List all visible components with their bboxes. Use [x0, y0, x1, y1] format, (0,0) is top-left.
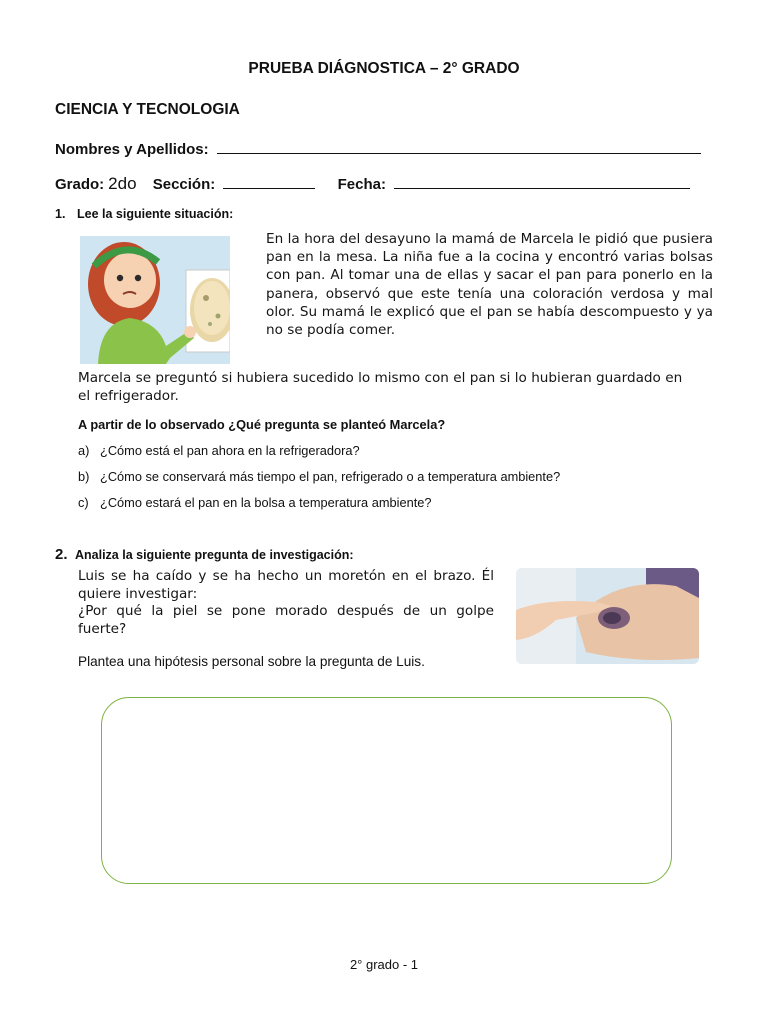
bruised-arm-photo: [516, 568, 699, 664]
date-label: Fecha:: [337, 176, 386, 193]
grade-row: [55, 174, 690, 194]
question-1-number: 1.: [55, 207, 66, 221]
situation-continuation: Marcela se preguntó si hubiera sucedido lo mismo con el pan si lo hubieran guardado en el refrigerador.: [78, 370, 683, 405]
question-1-title: Lee la siguiente situación:: [77, 207, 234, 221]
option-b-label: b): [78, 469, 90, 484]
option-b-text: ¿Cómo se conservará más tiempo el pan, refrigerado o a temperatura ambiente?: [100, 469, 561, 484]
question-2-heading: [55, 546, 354, 563]
names-label: Nombres y Apellidos:: [55, 141, 209, 158]
subject-heading: CIENCIA Y TECNOLOGIA: [55, 101, 240, 118]
option-c-text: ¿Cómo estará el pan en la bolsa a temperatura ambiente?: [100, 495, 432, 510]
page-footer: 2° grado - 1: [349, 957, 419, 972]
question-2-text: [78, 568, 494, 638]
date-blank[interactable]: [394, 187, 690, 189]
situation-text: En la hora del desayuno la mamá de Marcela le pidió que pusiera pan en la mesa. La niña fue a la cocina y encontró varias bolsas con pan. Al tomar una de ellas y sacar el pan para ponerlo en la panera, observó que este tenía una coloración verdosa y mal olor. Su mamá le explicó que el pan se había descompuesto y ya no se podía comer.: [266, 231, 713, 339]
grade-value: 2do: [108, 174, 137, 193]
section-label: Sección:: [152, 176, 216, 193]
option-a-label: a): [78, 443, 90, 458]
section-blank[interactable]: [223, 187, 315, 189]
option-c[interactable]: [78, 495, 432, 510]
names-blank[interactable]: [217, 152, 701, 154]
girl-with-bread-illustration: [80, 236, 230, 364]
question-1-heading: [55, 207, 233, 221]
hypothesis-prompt: Plantea una hipótesis personal sobre la pregunta de Luis.: [78, 654, 425, 669]
answer-box[interactable]: [101, 697, 672, 884]
page-title: PRUEBA DIÁGNOSTICA – 2° GRADO: [248, 60, 520, 77]
option-c-label: c): [78, 495, 89, 510]
option-b[interactable]: [78, 469, 560, 484]
grade-label: Grado:: [55, 176, 105, 193]
question-2-number: 2.: [55, 546, 68, 563]
question-2-line-1: Luis se ha caído y se ha hecho un moretón en el brazo. Él quiere investigar:: [78, 568, 494, 602]
question-2-title: Analiza la siguiente pregunta de investigación:: [75, 548, 354, 562]
names-row: [55, 141, 701, 158]
question-2-line-2: ¿Por qué la piel se pone morado después de un golpe fuerte?: [78, 603, 494, 637]
option-a[interactable]: [78, 443, 360, 458]
option-a-text: ¿Cómo está el pan ahora en la refrigeradora?: [100, 443, 360, 458]
question-1-prompt: A partir de lo observado ¿Qué pregunta se planteó Marcela?: [78, 417, 446, 432]
